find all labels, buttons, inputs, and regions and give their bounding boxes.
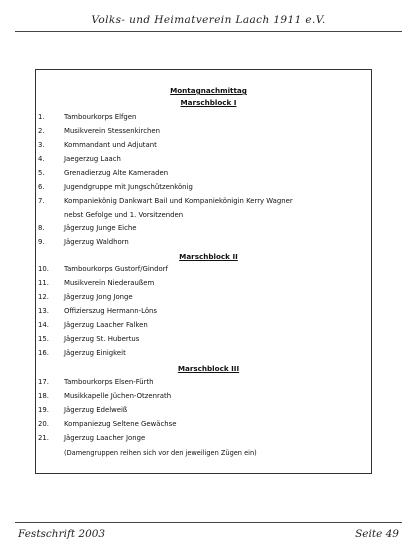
item-number: 21. [38,434,49,442]
item-text: Musikkapelle Jüchen-Otzenrath [64,392,172,400]
item-number: 5. [38,169,45,177]
list-item [38,393,171,400]
item-text: Jägerzug Laacher Falken [64,321,148,329]
item-text: Offizierszug Hermann-Löns [64,307,158,315]
item-number: 13. [38,307,49,315]
header-divider [15,31,402,32]
day-title: Montagnachmittag [170,86,247,95]
item-text: Jägerzug Waldhorn [64,238,129,246]
list-item [38,322,148,329]
item-text: Jägerzug Edelweiß [64,406,128,414]
item-text: Tambourkorps Gustorf/Gindorf [64,265,169,273]
list-item [38,266,168,273]
item-number: 10. [38,265,49,273]
item-text: Jägerzug Einigkeit [64,349,126,357]
item-number: 11. [38,279,49,287]
list-item [38,407,127,414]
item-text: Grenadierzug Alte Kameraden [64,169,169,177]
item-text: Jägerzug Junge Eiche [64,224,137,232]
item-text: Musikverein Stessenkirchen [64,127,160,135]
item-number: 7. [38,197,45,205]
item-text: Musikverein Niederaußem [64,279,155,287]
footer-publication: Festschrift 2003 [18,528,106,540]
item-number: 14. [38,321,49,329]
list-item [38,421,176,428]
footnote: (Damengruppen reihen sich vor den jeweiligen Zügen ein) [64,449,257,457]
list-item [38,198,293,205]
block-title-2: Marschblock II [179,252,238,261]
footer-divider [15,522,402,523]
item-number: 17. [38,378,49,386]
item-text: Kommandant und Adjutant [64,141,157,149]
item-text: Jägerzug St. Hubertus [64,335,140,343]
item-number: 18. [38,392,49,400]
list-item [38,280,154,287]
item-text: Jägerzug Jong Jonge [64,293,133,301]
item-continuation: nebst Gefolge und 1. Vorsitzenden [64,211,184,219]
list-item [38,294,133,301]
item-number: 3. [38,141,45,149]
list-item [38,128,160,135]
item-text: Kompaniekönig Dankwart Bail und Kompaniekönigin Kerry Wagner [64,197,293,205]
page-header-title: Volks- und Heimatverein Laach 1911 e.V. [91,14,326,26]
item-number: 20. [38,420,49,428]
item-text: Tambourkorps Elfgen [64,113,137,121]
item-number: 2. [38,127,45,135]
item-number: 9. [38,238,45,246]
list-item [38,350,126,357]
item-number: 15. [38,335,49,343]
list-item [38,308,157,315]
list-item [38,336,139,343]
block-title-3: Marschblock III [177,364,240,373]
list-item [38,156,121,163]
list-item [38,142,157,149]
item-number: 1. [38,113,45,121]
item-text: Jägerzug Laacher Jonge [64,434,146,442]
list-item [38,184,193,191]
item-number: 19. [38,406,49,414]
item-text: Tambourkorps Elsen-Fürth [64,378,154,386]
page-number: Seite 49 [355,528,399,540]
item-text: Jugendgruppe mit Jungschützenkönig [64,183,193,191]
list-item [38,114,136,121]
list-item [38,239,129,246]
item-number: 4. [38,155,45,163]
list-item [38,435,145,442]
item-number: 8. [38,224,45,232]
list-item [38,379,154,386]
list-item [38,225,136,232]
block-title-1: Marschblock I [180,98,237,107]
item-text: Kompaniezug Seltene Gewächse [64,420,177,428]
item-number: 16. [38,349,49,357]
item-text: Jaegerzug Laach [64,155,121,163]
list-item [38,170,168,177]
item-number: 6. [38,183,45,191]
item-number: 12. [38,293,49,301]
